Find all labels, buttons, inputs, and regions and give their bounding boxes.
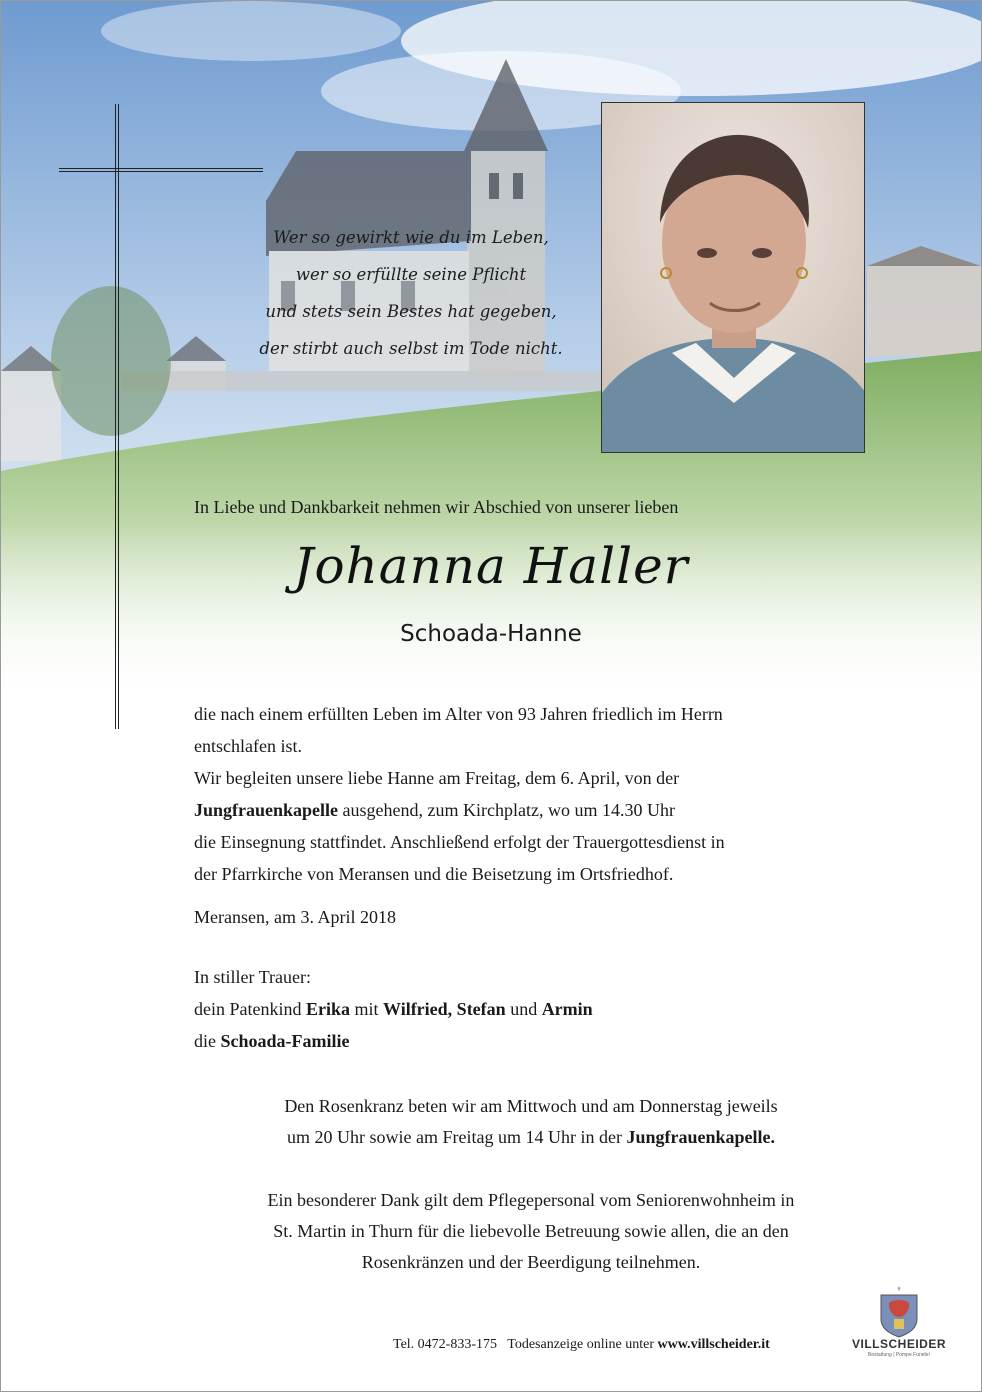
- mourners-list: [194, 961, 593, 1057]
- intro-text: In Liebe und Dankbarkeit nehmen wir Abschied von unserer lieben: [194, 497, 679, 517]
- verse-line: wer so erfüllte seine Pflicht: [295, 265, 527, 284]
- deceased-name: Johanna Haller: [293, 537, 689, 595]
- rosary-info: [1, 1091, 982, 1153]
- cross-horizontal-bar: [59, 168, 263, 172]
- online-label: Todesanzeige online unter: [507, 1337, 658, 1352]
- logo-company-name: VILLSCHEIDER: [851, 1337, 946, 1351]
- text-fragment: die: [194, 1031, 221, 1051]
- mourner-name: Wilfried, Stefan: [383, 999, 506, 1019]
- chapel-name: Jungfrauenkapelle.: [626, 1127, 775, 1147]
- rosary-line: [1, 1122, 982, 1153]
- deceased-nickname: Schoada-Hanne: [400, 621, 582, 647]
- body-line: der Pfarrkirche von Meransen und die Beisetzung im Ortsfriedhof.: [194, 864, 674, 884]
- body-line: entschlafen ist.: [194, 736, 302, 756]
- rosary-line: Den Rosenkranz beten wir am Mittwoch und am Donnerstag jeweils: [284, 1096, 778, 1116]
- thanks-line: Rosenkränzen und der Beerdigung teilnehmen.: [361, 1252, 701, 1272]
- mourner-name: Armin: [541, 999, 593, 1019]
- website-link[interactable]: www.villscheider.it: [657, 1337, 770, 1352]
- mourner-name: Erika: [305, 999, 350, 1019]
- verse-line: Wer so gewirkt wie du im Leben,: [273, 228, 549, 247]
- mourner-line: [194, 993, 593, 1025]
- thanks-note: [1, 1185, 982, 1278]
- body-line: Wir begleiten unsere liebe Hanne am Freitag, dem 6. April, von der: [194, 768, 680, 788]
- announcement-body: [194, 698, 725, 890]
- text-fragment: um 20 Uhr sowie am Freitag um 14 Uhr in der: [287, 1127, 627, 1147]
- memorial-verse: [231, 219, 591, 367]
- thanks-line: Ein besonderer Dank gilt dem Pflegepersonal vom Seniorenwohnheim in: [267, 1190, 795, 1210]
- text-fragment: mit: [350, 999, 384, 1019]
- text-fragment: und: [505, 999, 542, 1019]
- phone-number: Tel. 0472-833-175: [393, 1337, 498, 1352]
- verse-line: und stets sein Bestes hat gegeben,: [265, 302, 557, 321]
- body-line: [194, 794, 725, 826]
- mourners-heading: In stiller Trauer:: [194, 967, 311, 987]
- footer-contact: [393, 1337, 770, 1353]
- body-line: die nach einem erfüllten Leben im Alter von 93 Jahren friedlich im Herrn: [194, 704, 723, 724]
- body-line-rest: ausgehend, zum Kirchplatz, wo um 14.30 Uhr: [338, 800, 675, 820]
- thanks-line: St. Martin in Thurn für die liebevolle Betreuung sowie allen, die an den: [273, 1221, 789, 1241]
- chapel-name: Jungfrauenkapelle: [194, 800, 339, 820]
- mourner-line: [194, 1025, 593, 1057]
- portrait-photo: [601, 102, 865, 453]
- body-line: die Einsegnung stattfindet. Anschließend erfolgt der Trauergottesdienst in: [194, 832, 725, 852]
- logo-mark: ✝: [896, 1286, 902, 1293]
- verse-line: der stirbt auch selbst im Tode nicht.: [259, 339, 563, 358]
- mourner-name: Schoada-Familie: [220, 1031, 350, 1051]
- logo-tagline: Bestattung | Pompe Funebri: [867, 1352, 931, 1358]
- place-date: Meransen, am 3. April 2018: [194, 907, 396, 927]
- portrait-image: [602, 103, 865, 453]
- text-fragment: dein Patenkind: [194, 999, 306, 1019]
